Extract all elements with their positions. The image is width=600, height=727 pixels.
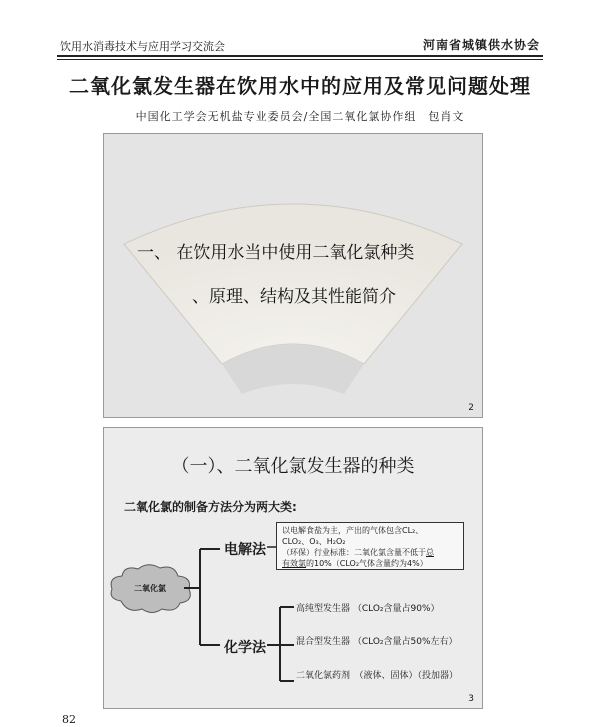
- slide1-page-number: 2: [468, 403, 474, 413]
- high-purity-generator: 高纯型发生器 （CLO₂含量占90%）: [296, 604, 440, 614]
- header-right-org: 河南省城镇供水协会: [422, 38, 540, 52]
- cloud-label: 二氧化氯: [134, 584, 166, 593]
- mixed-generator: 混合型发生器 （CLO₂含量占50%左右）: [296, 637, 458, 647]
- slide-2: [103, 133, 483, 418]
- desc-line-2: CLO₂、O₃、H₂O₂: [282, 537, 346, 546]
- electrolysis-description: [276, 522, 464, 570]
- slide1-heading-line1: 一、 在饮用水当中使用二氧化氯种类: [137, 243, 415, 263]
- slide1-heading-line2: 、原理、结构及其性能简介: [192, 287, 396, 307]
- slide2-page-number: 3: [468, 694, 474, 704]
- page-number: 82: [62, 713, 76, 726]
- fan-background: [104, 134, 482, 417]
- desc-line-3: （环保）行业标准：二氧化氯含量不低于总: [282, 548, 434, 557]
- article-title: 二氧化氯发生器在饮用水中的应用及常见问题处理: [69, 74, 531, 98]
- header-left-title: 饮用水消毒技术与应用学习交流会: [60, 40, 225, 53]
- desc-line-1: 以电解食盐为主，产出的气体包含CL₂、: [282, 526, 424, 535]
- slide2-title: （一）、二氧化氯发生器的种类: [171, 456, 415, 477]
- chemical-method-label: 化学法: [224, 640, 266, 656]
- slide-3: [103, 427, 483, 709]
- header-rule: [57, 55, 543, 57]
- chlorine-dioxide-agent: 二氧化氯药剂 （液体、固体）（投加器）: [296, 671, 459, 681]
- header-rule-thin: [57, 59, 543, 60]
- electrolysis-label: 电解法: [224, 542, 266, 558]
- desc-line-4: 有效氯的10%（CLO₂气体含量约为4%）: [282, 559, 428, 568]
- article-authors: 中国化工学会无机盐专业委员会/全国二氧化氯协作组 包肖文: [135, 110, 465, 123]
- slide2-subtitle: 二氧化氯的制备方法分为两大类:: [124, 500, 297, 514]
